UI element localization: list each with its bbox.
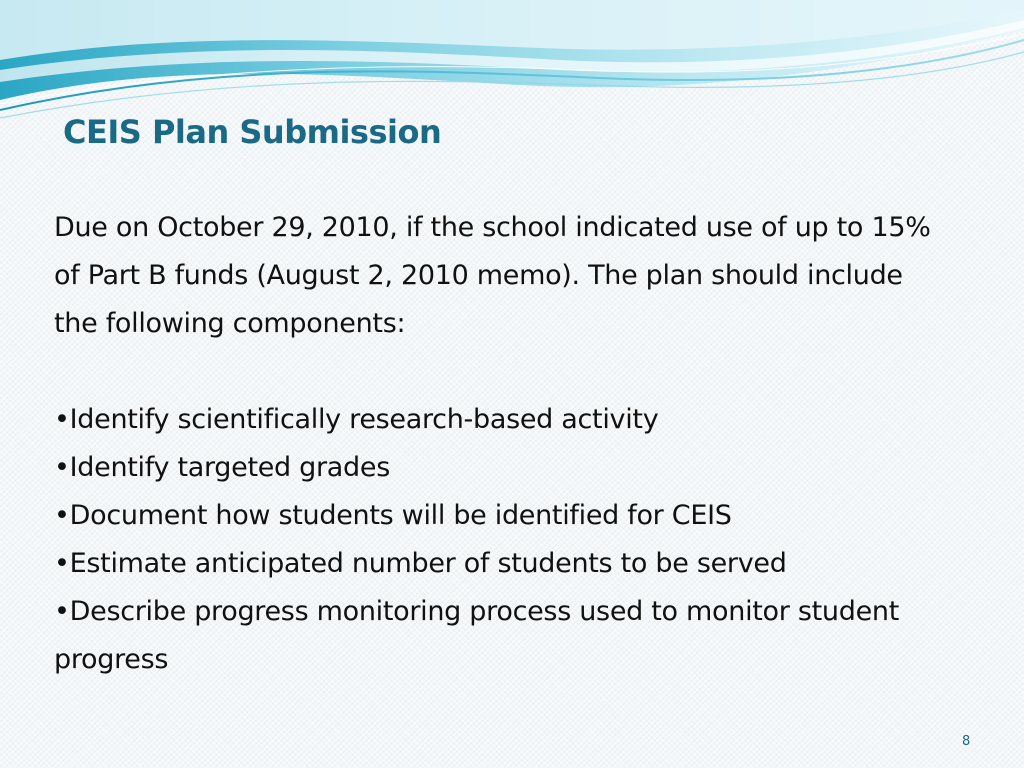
list-item-text: Identify scientifically research-based activity [69, 404, 659, 435]
slide-title: CEIS Plan Submission [63, 113, 442, 151]
list-item [54, 444, 954, 492]
bullet-icon: • [54, 548, 70, 579]
bullet-icon: • [54, 404, 70, 435]
list-item-text: Estimate anticipated number of students to be served [69, 548, 787, 579]
top-wave-decoration [0, 0, 1024, 130]
list-item-text: Document how students will be identified for CEIS [69, 500, 732, 531]
bullet-icon: • [54, 452, 70, 483]
list-item [54, 492, 954, 540]
list-item [54, 396, 954, 444]
page-number: 8 [962, 734, 971, 749]
intro-paragraph: Due on October 29, 2010, if the school indicated use of up to 15% of Part B funds (August 2, 2010 memo). The plan should include the following components: [54, 212, 931, 339]
list-item-text: Describe progress monitoring process used to monitor student progress [54, 596, 899, 675]
components-list [54, 396, 954, 684]
slide-body [54, 204, 954, 684]
bullet-icon: • [54, 596, 70, 627]
list-item-text: Identify targeted grades [69, 452, 390, 483]
list-item [54, 588, 954, 684]
bullet-icon: • [54, 500, 70, 531]
list-item [54, 540, 954, 588]
